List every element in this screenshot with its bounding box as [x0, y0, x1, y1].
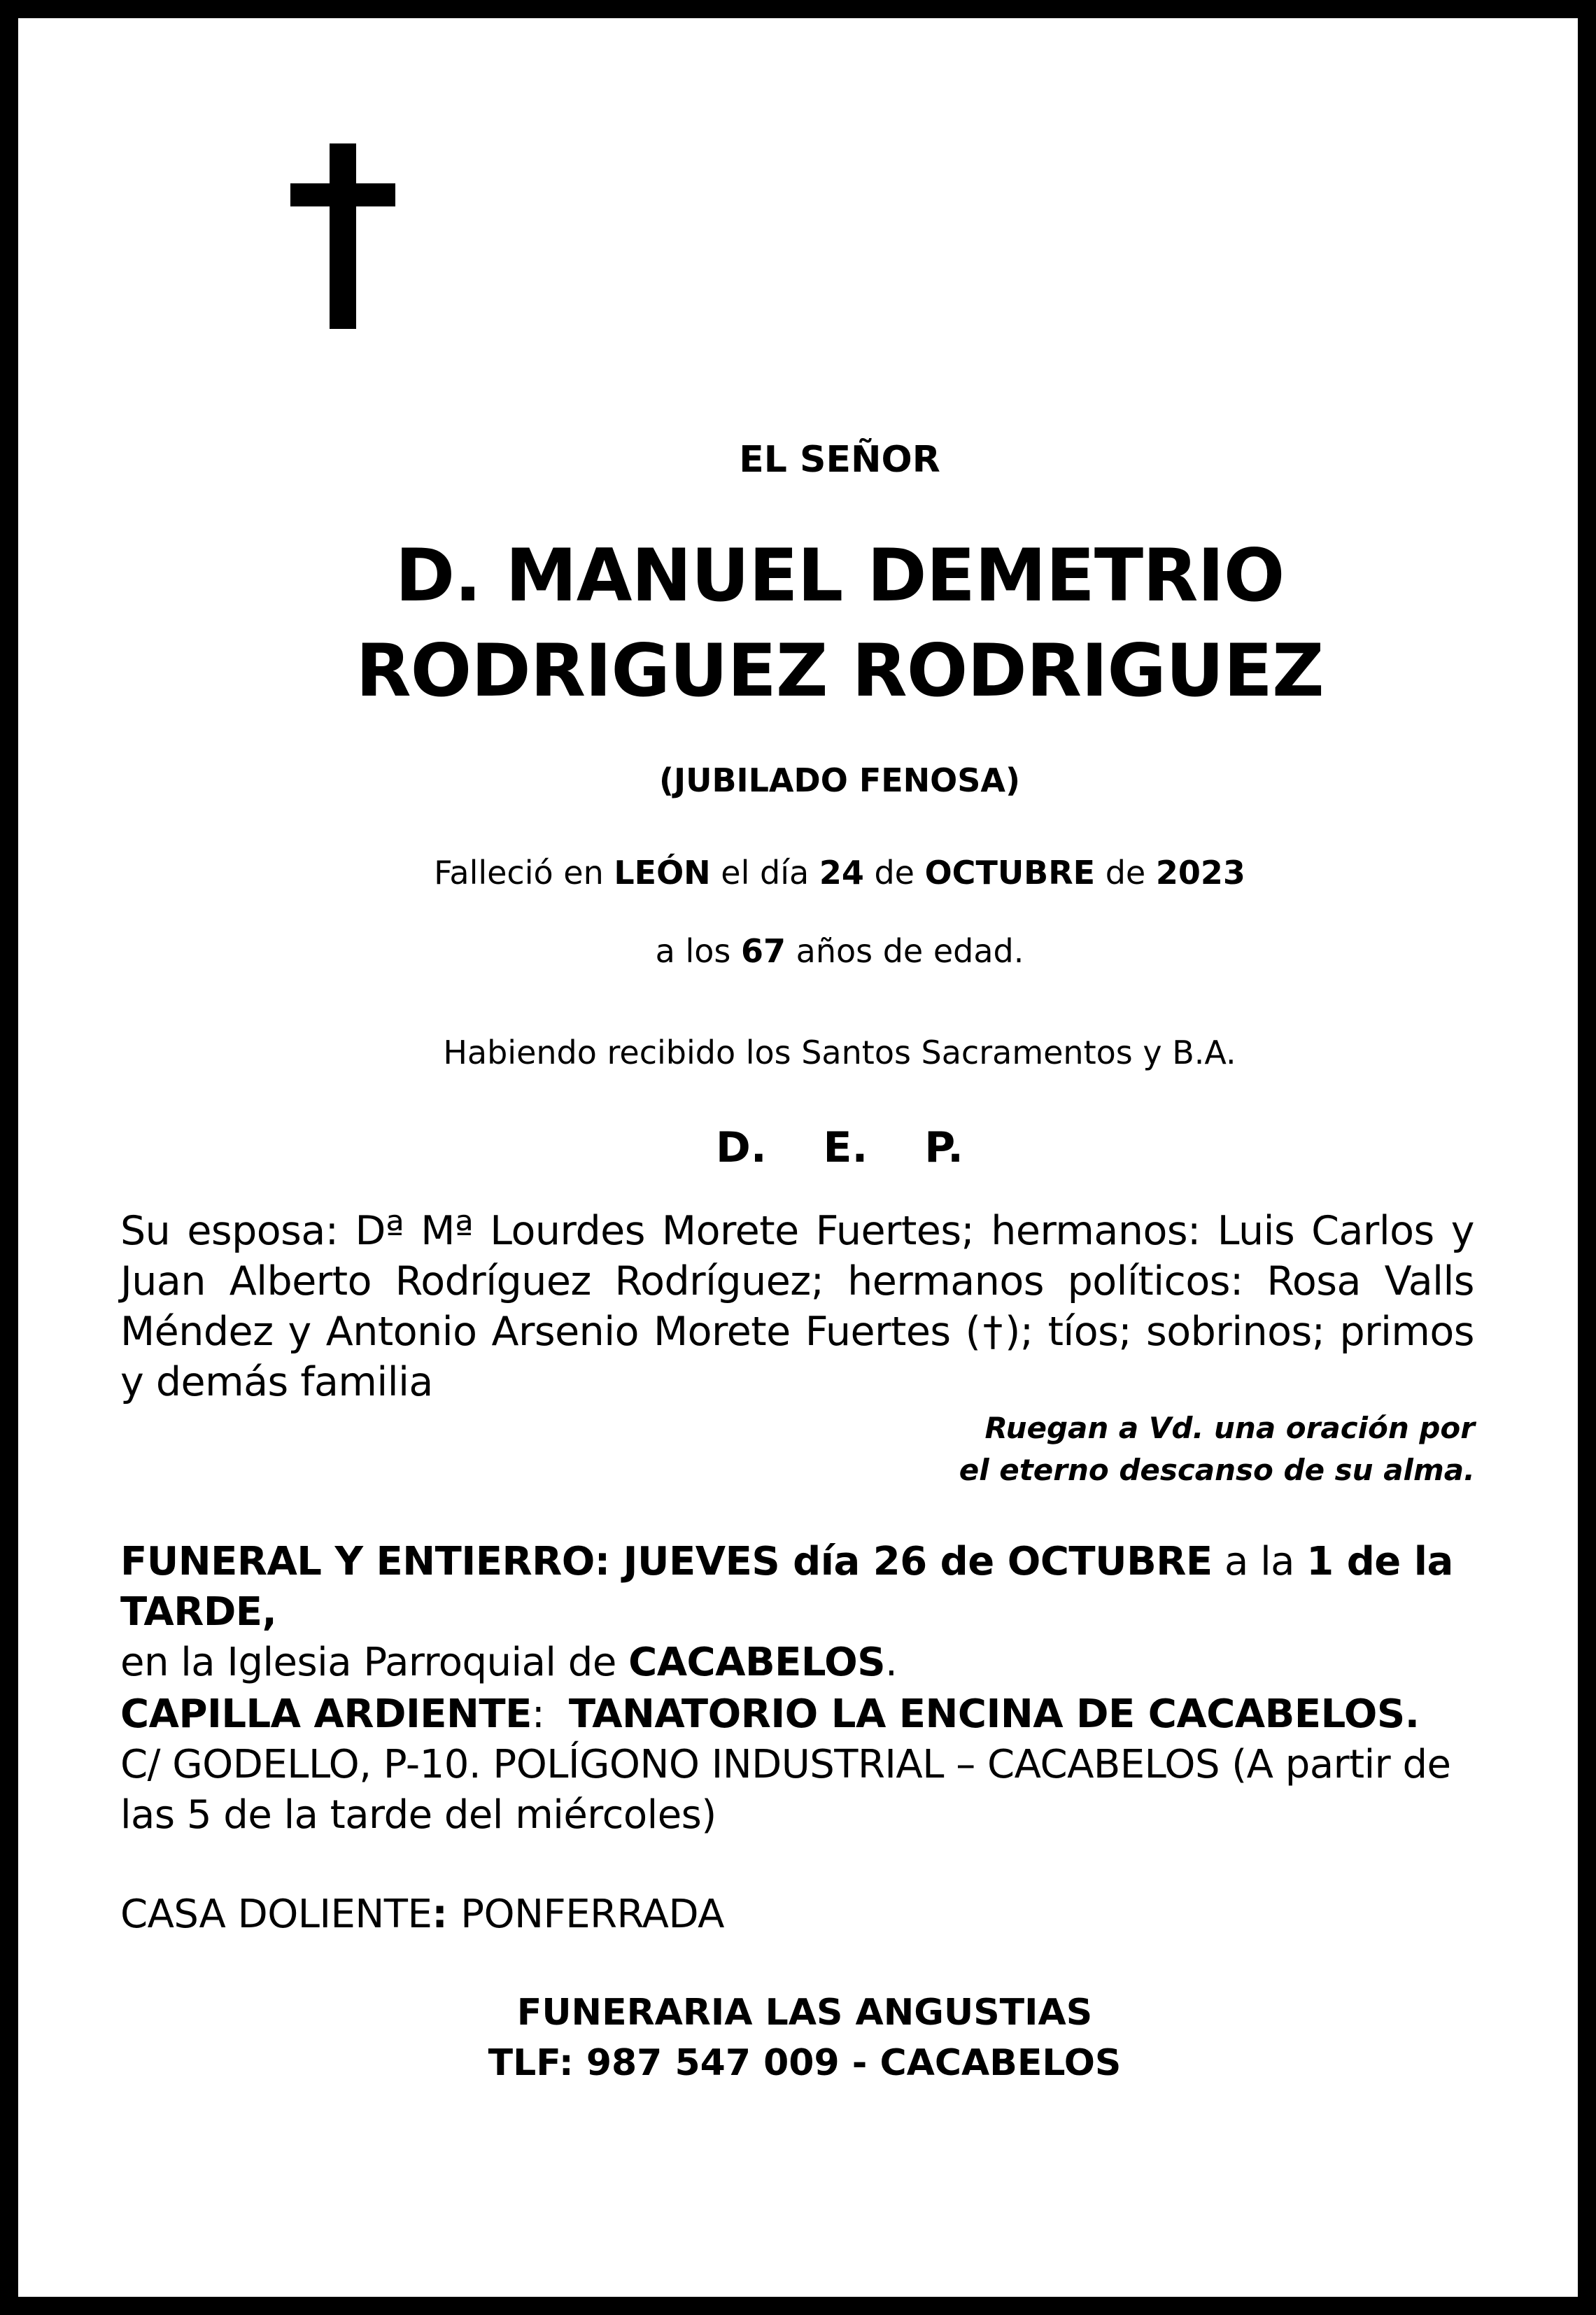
prayer-request [770, 1407, 1475, 1491]
sacraments-statement: Habiendo recibido los Santos Sacramentos y B.A. [443, 1034, 1236, 1071]
funeral-place: CACABELOS [628, 1640, 886, 1685]
occupation: (JUBILADO FENOSA) [658, 761, 1021, 799]
family-paragraph: Su esposa: Dª Mª Lourdes Morete Fuertes; hermanos: Luis Carlos y Juan Alberto Rodríguez Rodríguez; hermanos políticos: Rosa Valls Méndez y Antonio Arsenio Morete Fuertes (†); tíos; sobrinos; primos y demás familia [120, 1208, 1474, 1405]
chapel-value: TANATORIO LA ENCINA DE CACABELOS. [568, 1691, 1420, 1737]
death-month: OCTUBRE [924, 854, 1096, 892]
deceased-name-line2: RODRIGUEZ RODRIGUEZ [355, 629, 1324, 713]
deceased-name-line1: D. MANUEL DEMETRIO [395, 534, 1285, 618]
death-day: 24 [819, 854, 864, 892]
funeral-label: FUNERAL Y ENTIERRO: JUEVES día 26 de OCTUBRE [120, 1539, 1213, 1584]
chapel-label: CAPILLA ARDIENTE [120, 1691, 532, 1737]
mourning-house-value: PONFERRADA [460, 1892, 724, 1937]
mourning-house-label: CASA DOLIENTE [120, 1892, 432, 1937]
funeral-home-name: FUNERARIA LAS ANGUSTIAS [516, 1992, 1093, 2034]
honorific-title: EL SEÑOR [739, 439, 940, 481]
prayer-line1: Ruegan a Vd. una oración por [984, 1411, 1475, 1445]
age-value: 67 [740, 932, 786, 970]
dep-abbreviation: D. E. P. [716, 1123, 963, 1172]
mourning-house-info: CASA DOLIENTE: PONFERRADA [120, 1892, 724, 1937]
funeral-home-footer [322, 1987, 1287, 2088]
death-statement: Falleció en LEÓN el día 24 de OCTUBRE de 2023 [434, 854, 1245, 892]
funeral-time: 1 de la TARDE, [120, 1539, 1453, 1635]
death-place: LEÓN [614, 854, 711, 892]
deceased-name [322, 528, 1357, 719]
cross-icon [290, 143, 395, 329]
death-year: 2023 [1155, 854, 1245, 892]
funeral-home-phone: TLF: 987 547 009 - CACABELOS [488, 2042, 1122, 2084]
age-statement: a los 67 años de edad. [655, 932, 1024, 970]
funeral-info: FUNERAL Y ENTIERRO: JUEVES día 26 de OCTUBRE a la 1 de la TARDE, en la Iglesia Parroquial de CACABELOS. [120, 1539, 1453, 1685]
chapel-address: C/ GODELLO, P-10. POLÍGONO INDUSTRIAL – CACABELOS (A partir de las 5 de la tarde del miércoles) [120, 1742, 1451, 1838]
prayer-line2: el eterno descanso de su alma. [959, 1453, 1475, 1487]
chapel-info: CAPILLA ARDIENTE: TANATORIO LA ENCINA DE CACABELOS. C/ GODELLO, P-10. POLÍGONO INDUSTRIAL – CACABELOS (A partir de las 5 de la tarde del miércoles) [120, 1689, 1485, 1841]
